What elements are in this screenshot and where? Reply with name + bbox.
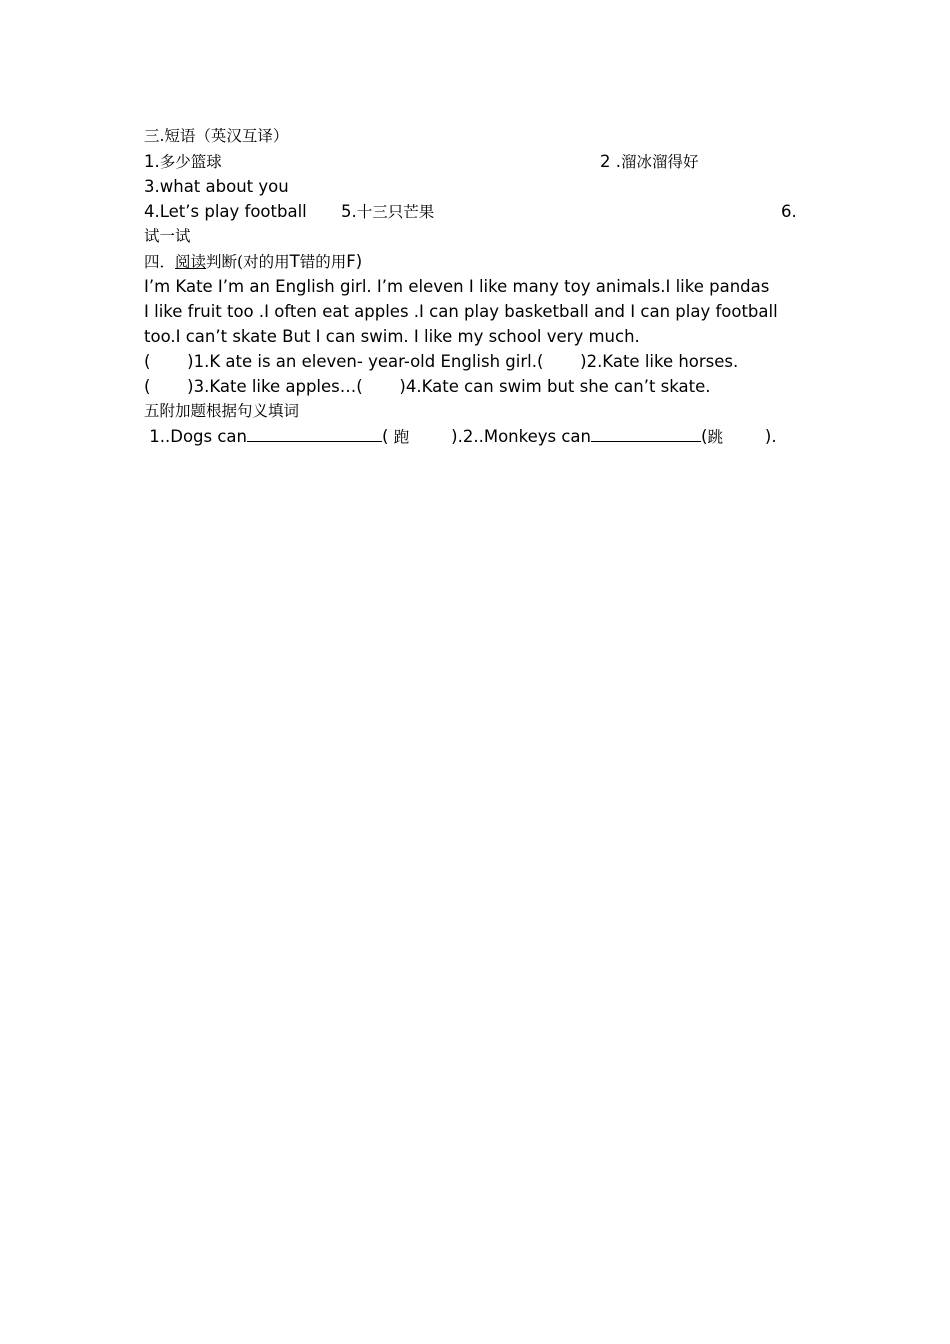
section3-heading: 三.短语（英汉互译） bbox=[144, 127, 289, 145]
fill-q2-hint: 跳 bbox=[707, 428, 723, 446]
item1-number: 1. bbox=[144, 152, 160, 171]
fill-blank-1[interactable] bbox=[247, 425, 382, 442]
question-line-2: ( )3.Kate like apples…( )4.Kate can swim but she can’t skate. bbox=[144, 377, 711, 396]
phrase-item-3: 3.what about you bbox=[144, 177, 289, 196]
fill-q1-hint: 跑 bbox=[393, 428, 410, 446]
passage-line-2: I like fruit too .I often eat apples .I can play basketball and I can play football bbox=[144, 302, 778, 321]
item6-number: 6. bbox=[781, 202, 797, 221]
section4-underlined: 阅读 bbox=[175, 253, 207, 271]
section4-prefix: 四． bbox=[144, 253, 176, 271]
section4-t: T bbox=[289, 252, 300, 271]
item5-number: 5. bbox=[341, 202, 357, 221]
passage-line-1: I’m Kate I’m an English girl. I’m eleven I like many toy animals.I like pandas bbox=[144, 277, 770, 296]
fill-q2-prefix: 2..Monkeys can bbox=[462, 427, 592, 446]
section4-heading bbox=[144, 249, 362, 275]
fill-in-line bbox=[144, 424, 777, 450]
section4-mid2: 错的用 bbox=[299, 253, 347, 271]
fill-q1-prefix: 1..Dogs can bbox=[144, 427, 247, 446]
section4-f: F) bbox=[346, 252, 363, 271]
phrase-item-5 bbox=[341, 199, 434, 225]
fill-q1-paren-open: ( bbox=[382, 427, 394, 446]
section4-mid: 判断(对的用 bbox=[206, 253, 290, 271]
fill-q2-paren-open: ( bbox=[701, 427, 708, 446]
item2-number: 2 . bbox=[600, 152, 621, 171]
item6-text: 试一试 bbox=[144, 227, 191, 245]
fill-q1-paren-close: ). bbox=[409, 427, 463, 446]
section5-heading: 五附加题根据句义填词 bbox=[144, 402, 300, 420]
fill-blank-2[interactable] bbox=[591, 425, 701, 442]
question-line-1: ( )1.K ate is an eleven- year-old English girl.( )2.Kate like horses. bbox=[144, 352, 739, 371]
phrase-item-2 bbox=[600, 149, 699, 175]
phrase-item-1 bbox=[144, 149, 222, 175]
fill-q2-paren-close: ). bbox=[722, 427, 777, 446]
item5-text: 十三只芒果 bbox=[356, 203, 435, 221]
item2-text: 溜冰溜得好 bbox=[621, 153, 699, 171]
item1-text: 多少篮球 bbox=[159, 153, 222, 171]
phrase-item-4: 4.Let’s play football bbox=[144, 202, 307, 221]
passage-line-3: too.I can’t skate But I can swim. I like my school very much. bbox=[144, 327, 640, 346]
